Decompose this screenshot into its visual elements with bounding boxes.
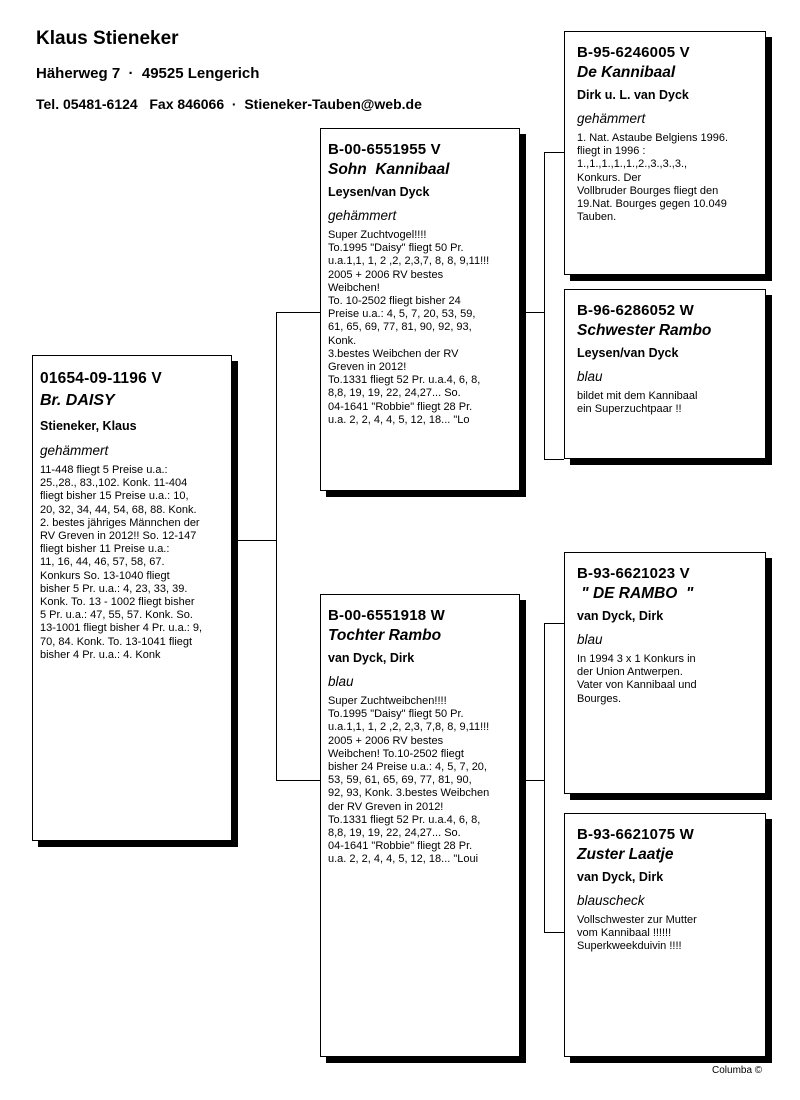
ring-number: B-93-6621023 V: [577, 565, 690, 582]
breeder: Stieneker, Klaus: [40, 419, 137, 433]
breeder-contact: Tel. 05481-6124 Fax 846066 · Stieneker-Tauben@web.de: [36, 96, 422, 112]
pedigree-card-sire: [320, 128, 520, 491]
breeder: Dirk u. L. van Dyck: [577, 88, 689, 102]
performance-notes: Super Zuchtvogel!!!! To.1995 "Daisy" fliegt 50 Pr. u.a.1,1, 1, 2 ,2, 2,3,7, 8, 8, 9,11!!! 2005 + 2006 RV bestes Weibchen! To. 10-2502 fliegt bisher 24 Preise u.a.: 4, 5, 7, 20, 53, 59, 61, 65, 69, 77, 81, 90, 92, 93, Konk. 3.bestes Weibchen der RV Greven in 2012! To.1331 fliegt 52 Pr. u.a.4, 6, 8, 8,8, 19, 19, 22, 24,27... So. 04-1641 "Robbie" fliegt 28 Pr. u.a. 2, 2, 4, 4, 5, 12, 18... "Lo: [328, 229, 490, 426]
pedigree-card-dam: [320, 594, 520, 1057]
breeder: Leysen/van Dyck: [577, 346, 679, 360]
connector-subject-stub: [238, 540, 276, 541]
performance-notes: Vollschwester zur Mutter vom Kannibaal !!!!!! Superkweekduivin !!!!: [577, 914, 697, 953]
pigeon-name: " DE RAMBO ": [577, 585, 694, 602]
footer-credit: Columba ©: [712, 1065, 763, 1076]
breeder: Leysen/van Dyck: [328, 185, 430, 199]
pedigree-card-dam-dam: [564, 813, 766, 1057]
connector-sire-vertical: [544, 152, 545, 459]
pigeon-name: Tochter Rambo: [328, 627, 442, 644]
ring-number: B-96-6286052 W: [577, 302, 695, 319]
plumage-color: blau: [328, 674, 354, 689]
pedigree-card-sire-sire: [564, 31, 766, 275]
plumage-color: blau: [577, 632, 603, 647]
pedigree-card-dam-sire: [564, 552, 766, 794]
performance-notes: In 1994 3 x 1 Konkurs in der Union Antwerpen. Vater von Kannibaal und Bourges.: [577, 653, 697, 705]
pigeon-name: Schwester Rambo: [577, 322, 712, 339]
connector-dam-stub: [526, 780, 544, 781]
ring-number: B-95-6246005 V: [577, 44, 690, 61]
pigeon-name: De Kannibaal: [577, 64, 676, 81]
connector-sire-stub: [526, 312, 544, 313]
connector-to-sire-dam: [544, 459, 564, 460]
ring-number: B-00-6551955 V: [328, 141, 441, 158]
ring-number: B-93-6621075 W: [577, 826, 695, 843]
performance-notes: 11-448 fliegt 5 Preise u.a.: 25.,28., 83.,102. Konk. 11-404 fliegt bisher 15 Preise u.a.: 10, 20, 32, 34, 44, 54, 68, 88. Konk. 2. bestes jähriges Männchen der RV Greven in 2012!! So. 12-147 fliegt bisher 11 Preise u.a.: 11, 16, 44, 46, 57, 58, 67. Konkurs So. 13-1040 fliegt bisher 5 Pr. u.a.: 4, 23, 33, 39. Konk. To. 13 - 1002 fliegt bisher 5 Pr. u.a.: 47, 55, 57. Konk. So. 13-1001 fliegt bisher 4 Pr. u.a.: 9, 70, 84. Konk. To. 13-1041 fliegt bisher 4 Pr. u.a.: 4. Konk: [40, 464, 203, 661]
connector-to-dam: [276, 780, 320, 781]
pedigree-card-sire-dam: [564, 289, 766, 459]
connector-to-sire-sire: [544, 152, 564, 153]
connector-gen1-vertical: [276, 312, 277, 780]
connector-to-dam-sire: [544, 623, 564, 624]
connector-to-dam-dam: [544, 932, 564, 933]
breeder-address: Häherweg 7 · 49525 Lengerich: [36, 65, 260, 82]
pigeon-name: Br. DAISY: [40, 392, 115, 409]
performance-notes: 1. Nat. Astaube Belgiens 1996. fliegt in 1996 : 1.,1.,1.,1.,1.,2.,3.,3.,3., Konkurs. Der Vollbruder Bourges fliegt den 19.Nat. Bourges gegen 10.049 Tauben.: [577, 132, 729, 224]
plumage-color: gehämmert: [40, 443, 109, 458]
pigeon-name: Zuster Laatje: [577, 846, 674, 863]
performance-notes: bildet mit dem Kannibaal ein Superzuchtpaar !!: [577, 390, 698, 416]
connector-to-sire: [276, 312, 320, 313]
breeder: van Dyck, Dirk: [577, 870, 664, 884]
plumage-color: gehämmert: [577, 111, 646, 126]
plumage-color: blauscheck: [577, 893, 645, 908]
plumage-color: gehämmert: [328, 208, 397, 223]
plumage-color: blau: [577, 369, 603, 384]
performance-notes: Super Zuchtweibchen!!!! To.1995 "Daisy" fliegt 50 Pr. u.a.1,1, 1, 2 ,2, 2,3, 7,8, 8, 9,11!!! 2005 + 2006 RV bestes Weibchen! To.10-2502 fliegt bisher 24 Preise u.a.: 4, 5, 7, 20, 53, 59, 61, 65, 69, 77, 81, 90, 92, 93, Konk. 3.bestes Weibchen der RV Greven in 2012! To.1331 fliegt 52 Pr. u.a.4, 6, 8, 8,8, 19, 19, 22, 24,27... So. 04-1641 "Robbie" fliegt 28 Pr. u.a. 2, 2, 4, 4, 5, 12, 18... "Loui: [328, 695, 490, 866]
connector-dam-vertical: [544, 623, 545, 932]
breeder-name: Klaus Stieneker: [36, 28, 179, 49]
breeder: van Dyck, Dirk: [577, 609, 664, 623]
ring-number: 01654-09-1196 V: [40, 370, 162, 387]
ring-number: B-00-6551918 W: [328, 607, 446, 624]
pedigree-card-subject: [32, 355, 232, 841]
breeder: van Dyck, Dirk: [328, 651, 415, 665]
pigeon-name: Sohn Kannibaal: [328, 161, 450, 178]
